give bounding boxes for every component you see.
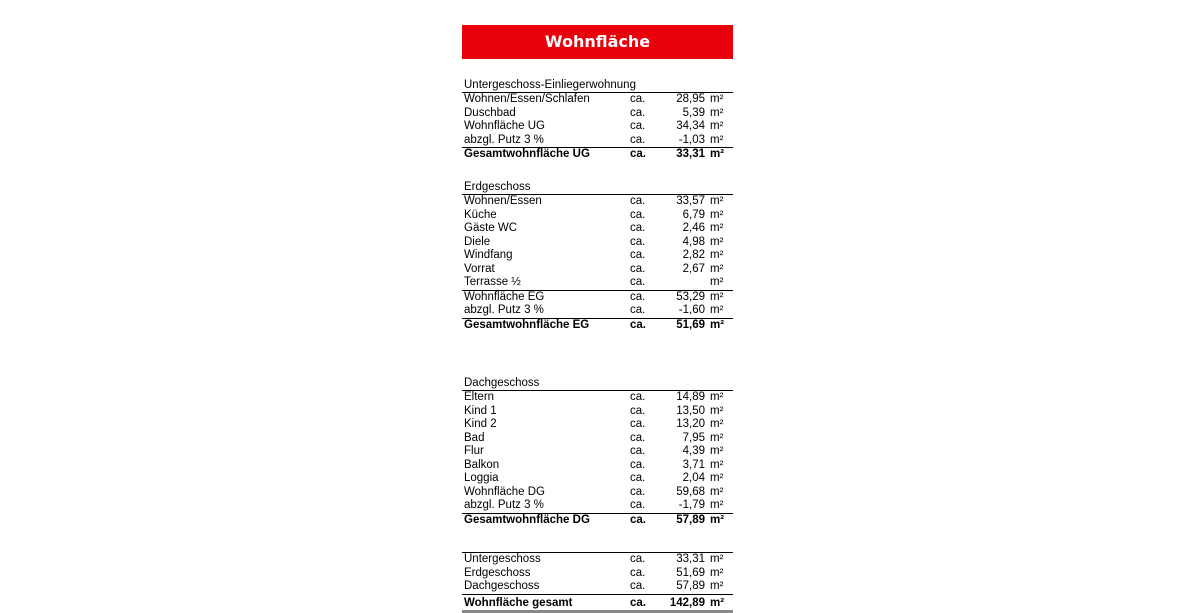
row-unit: m² — [710, 276, 724, 288]
row-value: -1,60 — [678, 304, 705, 316]
table-row — [462, 290, 733, 305]
row-value: 33,57 — [676, 195, 705, 207]
row-value: 34,34 — [676, 120, 705, 132]
row-label: Gesamtwohnfläche UG — [464, 148, 590, 160]
row-label: abzgl. Putz 3 % — [464, 499, 544, 511]
row-ca: ca. — [630, 235, 646, 248]
row-ca: ca. — [630, 120, 646, 132]
row-ca: ca. — [630, 133, 646, 146]
table-row — [462, 418, 733, 432]
table-row — [462, 580, 733, 594]
row-label: Terrasse ½ — [464, 276, 521, 288]
table-row — [462, 222, 733, 236]
row-label: Loggia — [464, 472, 499, 484]
row-label: Balkon — [464, 458, 500, 471]
row-unit: m² — [710, 93, 724, 105]
row-ca: ca. — [630, 249, 646, 261]
table-row — [462, 567, 733, 581]
row-ca: ca. — [630, 458, 646, 471]
row-ca: ca. — [630, 485, 646, 498]
row-value: 51,69 — [676, 566, 705, 579]
table-row — [462, 236, 733, 250]
row-ca: ca. — [630, 262, 646, 275]
row-label: Diele — [464, 235, 491, 248]
row-label: Gesamtwohnfläche DG — [464, 513, 590, 526]
row-value: 33,31 — [676, 553, 705, 565]
row-value: -1,03 — [678, 133, 705, 146]
row-unit: m² — [710, 431, 724, 444]
row-unit: m² — [710, 458, 724, 471]
section-rows — [462, 92, 733, 162]
row-ca: ca. — [630, 148, 646, 160]
row-label: abzgl. Putz 3 % — [464, 133, 544, 146]
row-unit: m² — [710, 148, 725, 160]
table-row — [462, 107, 733, 121]
table-row — [462, 553, 733, 567]
section-title: Erdgeschoss — [464, 181, 531, 193]
row-ca: ca. — [630, 318, 646, 331]
row-ca: ca. — [630, 208, 646, 221]
row-ca: ca. — [630, 290, 646, 303]
section-rows — [462, 194, 733, 332]
row-label: Wohnen/Essen — [464, 195, 542, 207]
row-label: Vorrat — [464, 262, 495, 275]
row-value: -1,79 — [678, 499, 705, 511]
row-ca: ca. — [630, 195, 646, 207]
row-unit: m² — [710, 445, 724, 457]
row-value: 2,04 — [682, 472, 705, 484]
grand-total-row — [462, 594, 733, 613]
section-title: Untergeschoss-Einliegerwohnung — [464, 79, 636, 91]
row-label: Wohnfläche UG — [464, 120, 545, 132]
row-label: Gesamtwohnfläche EG — [464, 318, 590, 331]
row-unit: m² — [710, 499, 724, 511]
row-unit: m² — [710, 304, 724, 316]
row-label: Küche — [464, 208, 497, 221]
row-ca: ca. — [630, 304, 646, 316]
row-ca: ca. — [630, 580, 646, 592]
table-row — [462, 459, 733, 473]
row-unit: m² — [710, 106, 724, 119]
row-unit: m² — [710, 290, 724, 303]
row-unit: m² — [710, 391, 724, 403]
page-title: Wohnfläche — [462, 25, 733, 59]
row-ca: ca. — [630, 472, 646, 484]
row-value: 53,29 — [676, 290, 705, 303]
row-label: Windfang — [464, 249, 513, 261]
section-title: Dachgeschoss — [464, 377, 540, 389]
row-label: abzgl. Putz 3 % — [464, 304, 544, 316]
row-value: 51,69 — [676, 318, 705, 331]
row-unit: m² — [710, 485, 724, 498]
row-ca: ca. — [630, 404, 646, 417]
row-value: 59,68 — [676, 485, 705, 498]
row-label: Wohnfläche gesamt — [464, 596, 573, 609]
row-unit: m² — [710, 262, 724, 275]
table-row — [462, 304, 733, 318]
table-row — [462, 486, 733, 500]
row-unit: m² — [710, 580, 724, 592]
row-value: 7,95 — [682, 431, 705, 444]
row-value: 13,20 — [676, 418, 705, 430]
row-value: 57,89 — [676, 513, 705, 526]
row-ca: ca. — [630, 276, 646, 288]
table-row — [462, 445, 733, 459]
row-label: Untergeschoss — [464, 553, 541, 565]
row-unit: m² — [710, 596, 725, 609]
row-value: 4,98 — [682, 235, 705, 248]
row-ca: ca. — [630, 418, 646, 430]
row-unit: m² — [710, 235, 724, 248]
row-unit: m² — [710, 133, 724, 146]
row-ca: ca. — [630, 445, 646, 457]
row-ca: ca. — [630, 553, 646, 565]
row-label: Flur — [464, 445, 484, 457]
table-row — [462, 391, 733, 405]
row-value: 2,46 — [682, 222, 705, 234]
total-row — [462, 147, 733, 162]
row-value: 14,89 — [676, 391, 705, 403]
area-sheet — [462, 25, 733, 609]
row-unit: m² — [710, 318, 725, 331]
row-label: Dachgeschoss — [464, 580, 540, 592]
row-label: Kind 1 — [464, 404, 497, 417]
table-row — [462, 276, 733, 290]
row-value: 57,89 — [676, 580, 705, 592]
row-value: 2,67 — [682, 262, 705, 275]
row-label: Eltern — [464, 391, 495, 403]
row-value: 2,82 — [682, 249, 705, 261]
table-row — [462, 432, 733, 446]
row-ca: ca. — [630, 93, 646, 105]
total-row — [462, 513, 733, 528]
row-label: Kind 2 — [464, 418, 497, 430]
table-row — [462, 499, 733, 513]
row-label: Duschbad — [464, 106, 516, 119]
table-row — [462, 209, 733, 223]
row-unit: m² — [710, 566, 724, 579]
table-row — [462, 134, 733, 148]
row-value: 3,71 — [682, 458, 705, 471]
row-ca: ca. — [630, 431, 646, 444]
row-value: 28,95 — [676, 93, 705, 105]
row-unit: m² — [710, 472, 724, 484]
row-unit: m² — [710, 208, 724, 221]
row-unit: m² — [710, 195, 724, 207]
row-ca: ca. — [630, 566, 646, 579]
row-value: 33,31 — [676, 148, 705, 160]
row-ca: ca. — [630, 499, 646, 511]
row-ca: ca. — [630, 222, 646, 234]
summary-rows — [462, 552, 733, 613]
row-label: Erdgeschoss — [464, 566, 531, 579]
row-label: Wohnfläche EG — [464, 290, 545, 303]
table-row — [462, 195, 733, 209]
row-value: 142,89 — [669, 596, 705, 609]
row-ca: ca. — [630, 106, 646, 119]
row-value: 5,39 — [682, 106, 705, 119]
row-label: Wohnfläche DG — [464, 485, 545, 498]
table-row — [462, 263, 733, 277]
row-ca: ca. — [630, 513, 646, 526]
row-value: 13,50 — [676, 404, 705, 417]
section-rows — [462, 390, 733, 527]
table-row — [462, 472, 733, 486]
table-row — [462, 93, 733, 107]
table-row — [462, 405, 733, 419]
row-value: 4,39 — [682, 445, 705, 457]
total-row — [462, 318, 733, 333]
row-ca: ca. — [630, 596, 646, 609]
row-unit: m² — [710, 120, 724, 132]
row-ca: ca. — [630, 391, 646, 403]
row-value: 6,79 — [682, 208, 705, 221]
row-unit: m² — [710, 553, 724, 565]
row-label: Bad — [464, 431, 485, 444]
row-unit: m² — [710, 418, 724, 430]
table-row — [462, 249, 733, 263]
table-row — [462, 120, 733, 134]
row-label: Gäste WC — [464, 222, 518, 234]
row-label: Wohnen/Essen/Schlafen — [464, 93, 590, 105]
row-unit: m² — [710, 249, 724, 261]
row-unit: m² — [710, 513, 725, 526]
row-unit: m² — [710, 404, 724, 417]
row-unit: m² — [710, 222, 724, 234]
